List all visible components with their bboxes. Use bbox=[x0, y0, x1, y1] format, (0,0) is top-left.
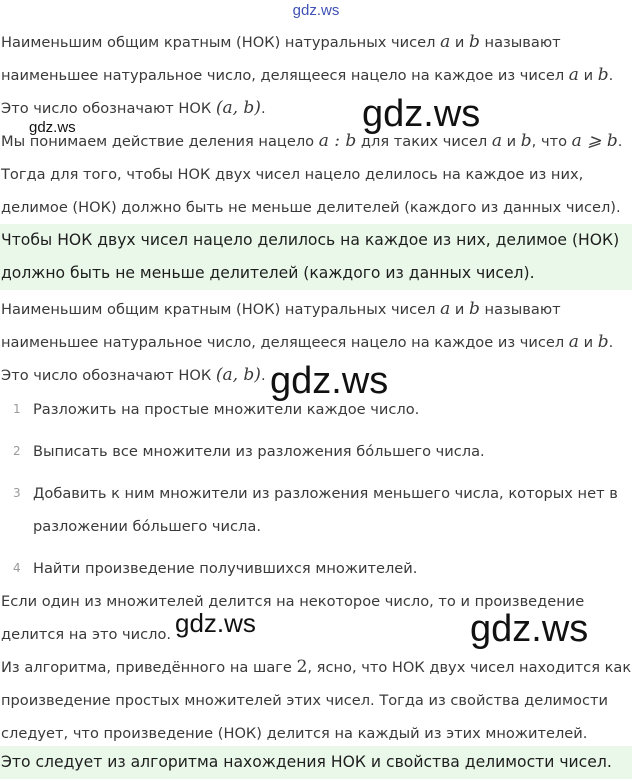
text-line: делимое (НОК) должно быть не меньше делителей (каждого из данных чисел). bbox=[1, 199, 621, 216]
text-line: делится на это число. bbox=[1, 626, 172, 643]
division-block bbox=[0, 125, 632, 224]
step-number: 4 bbox=[13, 561, 21, 575]
text-line: Наименьшим общим кратным (НОК) натуральных чисел a и b называют bbox=[1, 299, 561, 319]
step-text: Добавить к ним множители из разложения меньшего числа, которых нет в bbox=[33, 485, 618, 502]
watermark: gdz.ws bbox=[175, 608, 256, 638]
text-line: Из алгоритма, приведённого на шаге 2, ясно, что НОК двух чисел находится как bbox=[1, 657, 632, 677]
text-line: должно быть не меньше делителей (каждого из данных чисел). bbox=[1, 264, 535, 282]
step-text: Выписать все множители из разложения бóльшего числа. bbox=[33, 443, 485, 460]
text-line: наименьшее натуральное число, делящееся нацело на каждое из чисел a и b. bbox=[1, 65, 614, 85]
watermark: gdz.ws bbox=[362, 93, 481, 135]
highlight-block-1 bbox=[0, 224, 632, 290]
text-line: произведение простых множителей этих чисел. Тогда из свойства делимости bbox=[1, 692, 608, 709]
step-text-continued: разложении бóльшего числа. bbox=[33, 518, 261, 535]
step-text: Найти произведение получившихся множителей. bbox=[33, 560, 418, 577]
text-line: Тогда для того, чтобы НОК двух чисел нацело делилось на каждое из них, bbox=[1, 166, 584, 183]
step-number: 2 bbox=[13, 444, 21, 458]
watermark: gdz.ws bbox=[29, 119, 76, 136]
step-number: 1 bbox=[13, 402, 21, 416]
text-line: Мы понимаем действие деления нацело a : b для таких чисел a и b, что a ⩾ b. bbox=[1, 131, 623, 151]
text-line: Чтобы НОК двух чисел нацело делилось на каждое из них, делимое (НОК) bbox=[1, 231, 620, 249]
top-watermark[interactable]: gdz.ws bbox=[292, 2, 340, 19]
highlight-block-2 bbox=[0, 746, 632, 779]
step-text: Разложить на простые множители каждое число. bbox=[33, 401, 420, 418]
text-line: Это следует из алгоритма нахождения НОК и свойства делимости чисел. bbox=[1, 753, 612, 771]
text-line: Если один из множителей делится на некоторое число, то и произведение bbox=[1, 593, 585, 610]
algorithm-step bbox=[0, 477, 632, 510]
watermark: gdz.ws bbox=[470, 608, 589, 650]
text-line: Наименьшим общим кратным (НОК) натуральных чисел a и b называют bbox=[1, 32, 561, 52]
text-line: следует, что произведение (НОК) делится на каждый из этих множителей. bbox=[1, 725, 588, 742]
text-line: Это число обозначают НОК (a, b). bbox=[1, 98, 266, 118]
text-line: наименьшее натуральное число, делящееся нацело на каждое из чисел a и b. bbox=[1, 332, 614, 352]
algorithm-step bbox=[0, 435, 632, 468]
definition-block-1 bbox=[0, 26, 632, 125]
text-line: Это число обозначают НОК (a, b). bbox=[1, 365, 266, 385]
watermark: gdz.ws bbox=[270, 360, 389, 402]
step-number: 3 bbox=[13, 486, 21, 500]
algorithm-step bbox=[0, 552, 632, 585]
